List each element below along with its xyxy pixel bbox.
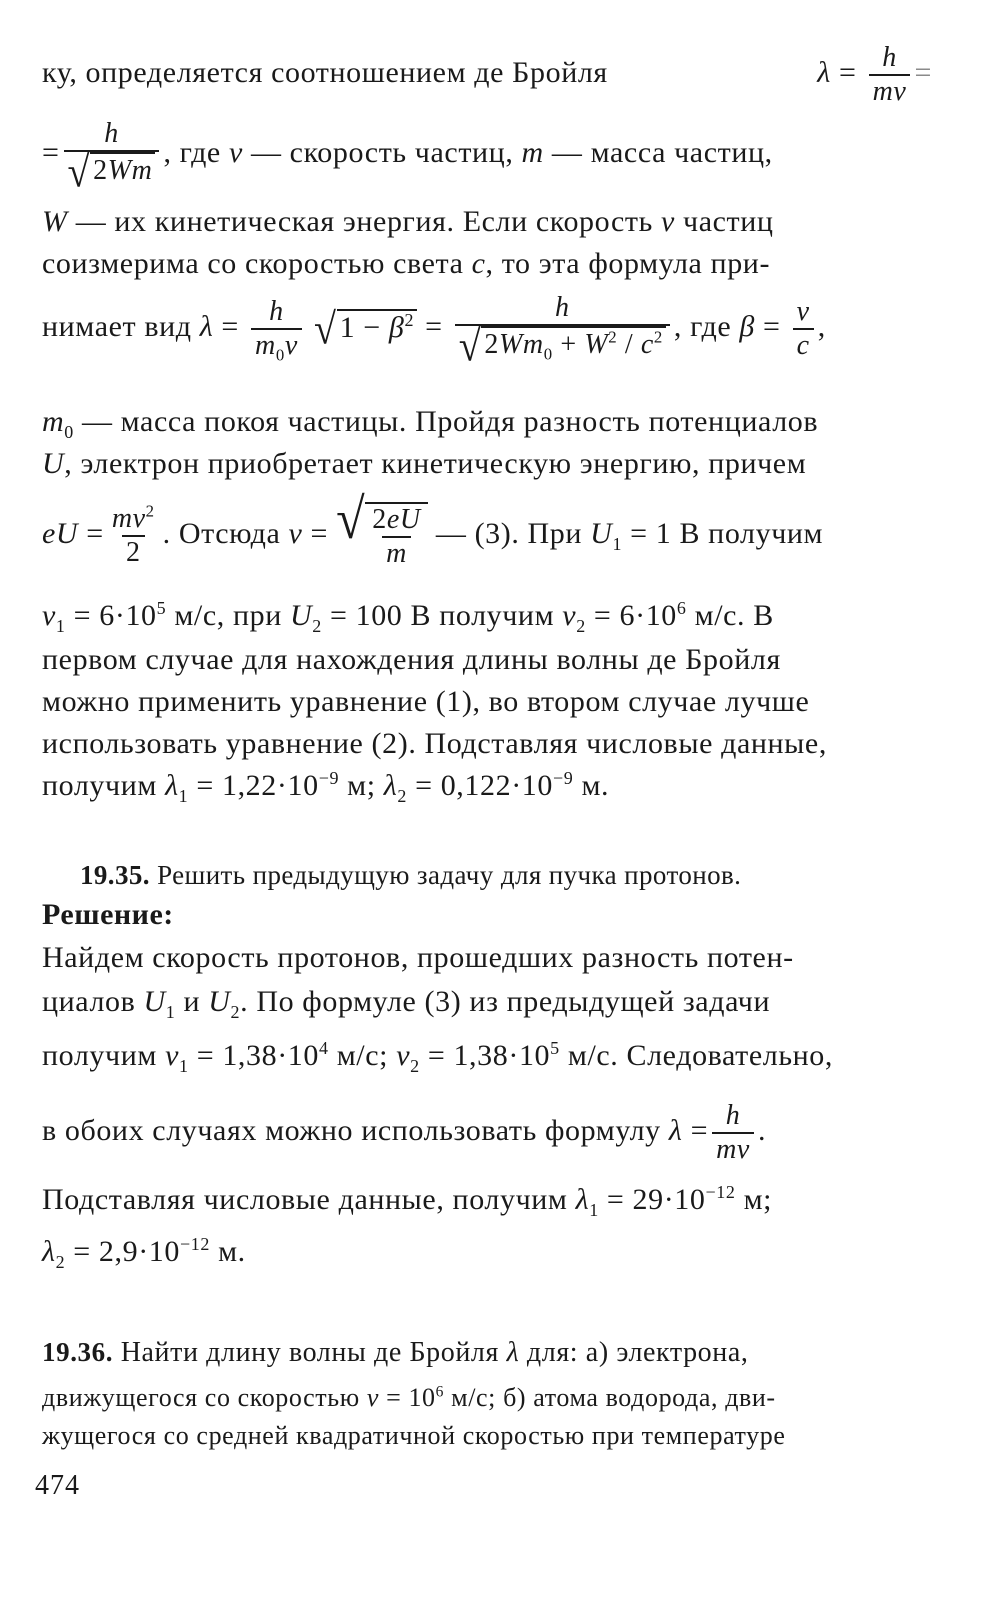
problem-19-35-heading	[80, 858, 741, 892]
intro-line-3: W — их кинетическая энергия. Если скорость v частиц	[42, 205, 774, 238]
intro-line-10: первом случае для нахождения длины волны де Бройля	[42, 643, 781, 676]
problem-text: Решить предыдущую задачу для пучка протонов.	[157, 860, 742, 890]
intro-line-13: получим $\lambda_1 = 1,22\cdot 10^{-9}$ м; $\lambda_2 = 0,122\cdot 10^{-9}$ м.	[42, 768, 610, 806]
solution-line-5: Подставляя числовые данные, получим $\lambda_1 = 29\cdot 10^{-12}$ м;	[42, 1182, 773, 1220]
fraction-h-over-mv: $\frac{h}{mv}$	[869, 42, 911, 108]
intro-line-8: eU = $\frac{mv^2}{2}$ . Отсюда v = √ $\frac{2eU}{m}$ — (3). При $U_1 = 1$ В получим	[42, 488, 824, 569]
fraction-h-over-sqrt: h √ 2Wm	[64, 118, 160, 192]
intro-line-4: соизмерима со скоростью света c, то эта формула при-	[42, 247, 771, 280]
solution-line-4: в обоих случаях можно использовать формулу λ = $\frac{h}{mv}$ .	[42, 1100, 767, 1165]
problem-19-36-line-2: движущегося со скоростью $v = 10^6$ м/с; б) атома водорода, дви-	[42, 1383, 776, 1412]
intro-line-2: = h √ 2Wm , где v — скорость частиц, m — масса частиц,	[42, 118, 773, 197]
intro-line-11: можно применить уравнение (1), во втором случае лучше	[42, 685, 810, 718]
problem-number: 19.35.	[80, 860, 150, 890]
intro-line-7: U, электрон приобретает кинетическую энергию, причем	[42, 447, 807, 480]
intro-line-9: $v_1 = 6\cdot 10^5$ м/с, при $U_2 = 100$ В получим $v_2 = 6\cdot 10^6$ м/с. В	[42, 598, 774, 636]
intro-line-6: $m_0$ — масса покоя частицы. Пройдя разность потенциалов	[42, 405, 819, 442]
intro-line-5: нимает вид λ = $\frac{h}{m_0v}$ √ $1 - \beta^2$ = h √ $2Wm_0 + W^2 / c^2$ , где β = $\frac{v}{c}$ ,	[42, 292, 826, 371]
problem-19-36-line-3: жущегося со средней квадратичной скоростью при температуре	[42, 1421, 786, 1450]
solution-label: Решение:	[42, 898, 174, 931]
intro-line-1: ку, определяется соотношением де Бройля λ = $\frac{h}{mv}$ =	[42, 42, 932, 107]
solution-line-3: получим $v_1 = 1,38\cdot 10^4$ м/с; $v_2 = 1,38\cdot 10^5$ м/с. Следовательно,	[42, 1038, 834, 1076]
problem-19-36-line-1: 19.36. Найти длину волны де Бройля λ для: а) электрона,	[42, 1337, 749, 1368]
intro-line-12: использовать уравнение (2). Подставляя числовые данные,	[42, 727, 827, 760]
solution-line-1: Найдем скорость протонов, прошедших разность потен-	[42, 941, 794, 974]
page-number: 474	[35, 1470, 80, 1501]
solution-line-6: $\lambda_2 = 2,9\cdot 10^{-12}$ м.	[42, 1234, 246, 1272]
solution-line-2: циалов $U_1$ и $U_2$. По формуле (3) из предыдущей задачи	[42, 985, 771, 1022]
